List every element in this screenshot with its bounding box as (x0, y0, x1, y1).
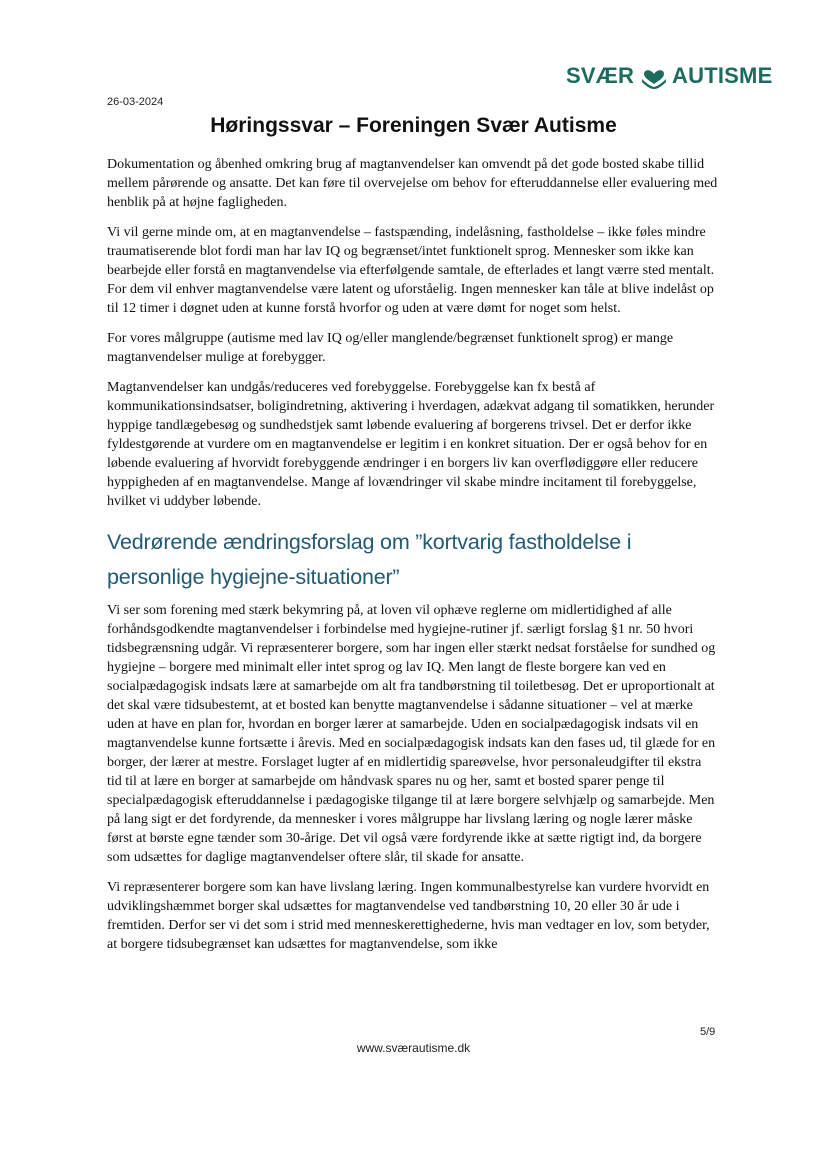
section-heading: Vedrørende ændringsforslag om ”kortvarig fastholdelse i personlige hygiejne-situationer” (107, 530, 632, 589)
body-paragraph: Vi ser som forening med stærk bekymring på, at loven vil ophæve reglerne om midlertidighed af alle forhåndsgodkendte magtanvendelser i forbindelse med hygiejne-rutiner jf. særligt forslag §1 nr. 50 hvori tidsbegrænsning udgår. Vi repræsenterer borgere, som har ingen eller stærkt nedsat forståelse for sundhed og hygiejne – borgere med minimalt eller intet sprog og lav IQ. Men langt de fleste borgere kan ved en socialpædagogisk indsats lære at samarbejde om alt fra tandbørstning til toiletbesøg. Det er uproportionalt at det skal være tidsubestemt, at et bosted kan benytte magtanvendelse i sådanne situationer – vel at mærke uden at have en plan for, hvordan en borger lærer at samarbejde. Uden en socialpædagogisk indsats vil en magtanvendelse kunne fortsætte i årevis. Med en socialpædagogisk indsats kan den fases ud, til glæde for en borger, der lærer at mestre. Forslaget lugter af en midlertidig spareøvelse, hvor personaleudgifter til ekstra tid til at lære en borger at samarbejde om håndvask spares nu og her, samt et bosted sparer penge til specialpædagogisk efteruddannelse i pædagogiske tilgange til at lære borgere selvhjælp og samarbejde. Men på lang sigt er det fordyrende, da mennesker i vores målgruppe har livslang læring og nogle lærer måske først at børste egne tænder som 30-årige. Det vil også være fordyrende ikke at sætte rigtigt ind, da borgere som udsættes for daglige magtanvendelser oftere slår, til skade for ansatte. (107, 603, 716, 865)
logo-text-left: SVÆR (566, 63, 635, 88)
body-paragraph: Dokumentation og åbenhed omkring brug af magtanvendelser kan omvendt på det gode bosted skabe tillid mellem pårørende og ansatte. Det kan føre til overvejelse om behov for efteruddannelse eller evaluering med henblik på at højne fagligheden. (107, 157, 718, 210)
footer-website: www.sværautisme.dk (356, 1041, 471, 1055)
body-paragraph: Magtanvendelser kan undgås/reduceres ved forebyggelse. Forebyggelse kan fx bestå af kommunikationsindsatser, boligindretning, aktivering i hverdagen, adækvat adgang til somatikken, herunder hyppige tandlægebesøg og sundhedstjek samt løbende evaluering af borgerens trivsel. Det er derfor ikke fyldestgørende at vurdere om en magtanvendelse er legitim i en konkret situation. Der er også behov for en løbende evaluering af hvorvidt forebyggende ændringer i en borgers liv kan overflødiggøre eller reducere hyppigheden af en magtanvendelse. Mange af lovændringer vil skabe mindre incitament til forebyggelse, hvilket vi uddyber løbende. (107, 380, 715, 509)
logo-text-right: AUTISME (672, 63, 773, 88)
body-paragraph: For vores målgruppe (autisme med lav IQ og/eller manglende/begrænset funktionelt sprog) er mange magtanvendelser mulige at forebygger. (107, 331, 674, 365)
document-date: 26-03-2024 (107, 96, 164, 108)
document-body (107, 155, 719, 965)
page-title: Høringssvar – Foreningen Svær Autisme (210, 114, 617, 137)
page-number: 5/9 (700, 1026, 716, 1038)
body-paragraph: Vi repræsenterer borgere som kan have livslang læring. Ingen kommunalbestyrelse kan vurdere hvorvidt en udviklingshæmmet borger skal udsættes for magtanvendelse ved tandbørstning 10, 20 eller 30 år ude i fremtiden. Derfor ser vi det som i strid med menneskerettighederne, hvis man vedtager en lov, som betyder, at borgere tidsubegrænset kan udsættes for magtanvendelse, som ikke (107, 880, 710, 952)
logo (566, 62, 776, 90)
heart-hands-icon (640, 63, 668, 89)
body-paragraph: Vi vil gerne minde om, at en magtanvendelse – fastspænding, indelåsning, fastholdelse – ikke føles mindre traumatiserende blot fordi man har lav IQ og begrænset/intet funktionelt sprog. Mennesker som ikke kan bearbejde eller forstå en magtanvendelse via efterfølgende samtale, de efterlades et langt værre sted mentalt. For dem vil enhver magtanvendelse være latent og uforståelig. Ingen mennesker kan tåle at blive indelåst op til 12 timer i døgnet uden at kunne forstå hvorfor og uden at være dømt for noget som helst. (107, 225, 715, 316)
